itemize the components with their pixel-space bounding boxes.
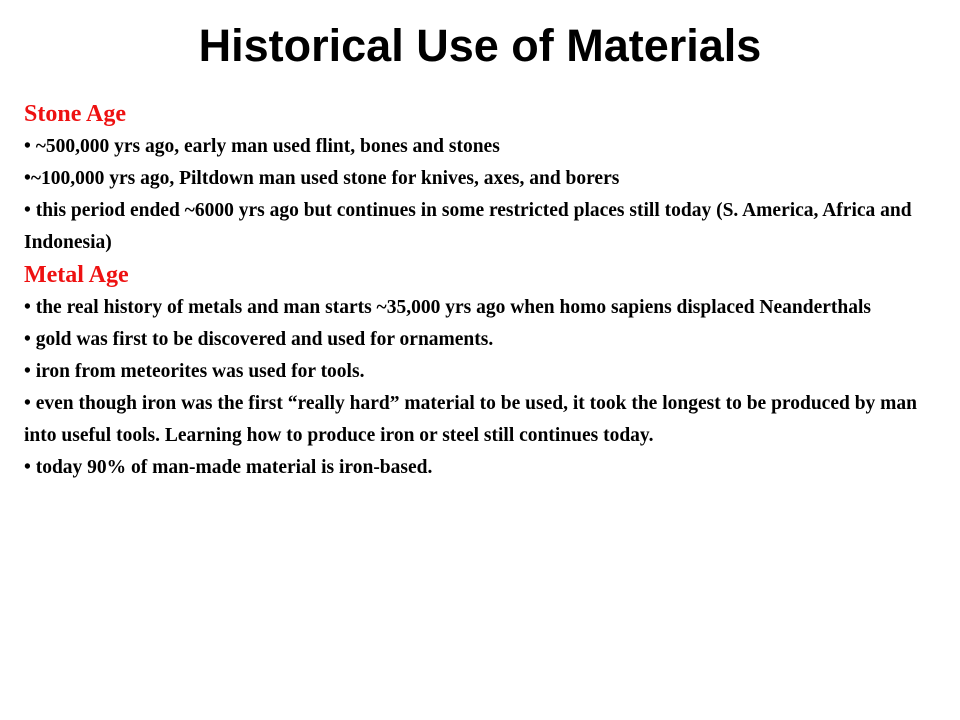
slide-body: [24, 98, 929, 484]
section-heading: Stone Age: [24, 101, 126, 127]
bullet-item: • this period ended ~6000 yrs ago but continues in some restricted places still today (S. America, Africa and Indonesia): [24, 200, 912, 253]
bullet-item: • iron from meteorites was used for tools.: [24, 361, 365, 382]
bullet-item: • the real history of metals and man starts ~35,000 yrs ago when homo sapiens displaced Neanderthals: [24, 297, 872, 318]
slide-title: Historical Use of Materials: [198, 20, 762, 71]
bullet-item: • gold was first to be discovered and used for ornaments.: [24, 329, 494, 350]
bullet-item: • ~500,000 yrs ago, early man used flint, bones and stones: [24, 136, 500, 157]
bullet-item: •~100,000 yrs ago, Piltdown man used stone for knives, axes, and borers: [24, 168, 620, 189]
section-metal-age: [24, 259, 929, 484]
section-stone-age: [24, 98, 929, 259]
bullet-item: • even though iron was the first “really hard” material to be used, it took the longest to be produced by man into useful tools. Learning how to produce iron or steel still continues today.: [24, 393, 918, 446]
section-heading: Metal Age: [24, 262, 129, 288]
bullet-item: • today 90% of man-made material is iron-based.: [24, 457, 433, 478]
